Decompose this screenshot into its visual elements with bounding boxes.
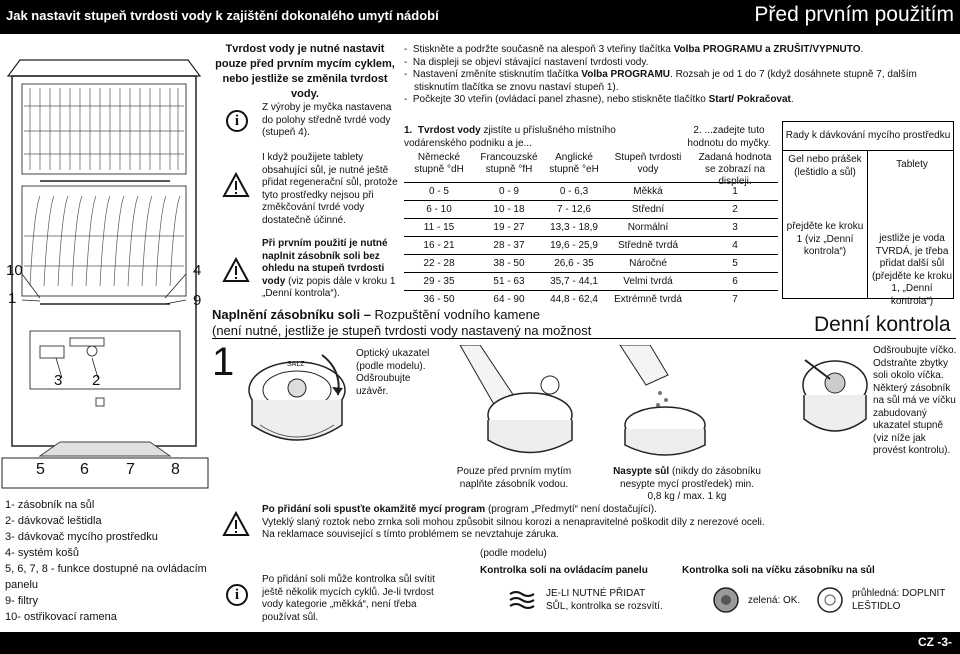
info-icon: i bbox=[226, 110, 248, 132]
intro-text: Tvrdost vody je nutné nastavit pouze před prvním mycím cyklem, nebo jestliže se změnila tvrdost vody. bbox=[215, 43, 395, 100]
dishwasher-figure bbox=[0, 36, 210, 494]
gel-powder-advice: přejděte ke kroku 1 (viz „Denní kontrola“) bbox=[786, 221, 864, 257]
tablets-advice: jestliže je voda TVRDÁ, je třeba přidat další sůl (přejděte ke kroku 1, „Denní kontrola“) bbox=[871, 233, 953, 307]
table-row: 36 - 50 64 - 90 44,8 - 62,4 Extrémně tvrdá 7 bbox=[404, 291, 778, 309]
col-header: Anglické stupně °eH bbox=[549, 152, 599, 175]
factory-setting-note: Z výroby je myčka nastavena do polohy středně tvrdé vody (stupeň 4). bbox=[262, 102, 392, 138]
step2-text: 2. ...zadejte tuto hodnotu do myčky. bbox=[687, 125, 771, 149]
salt-caption: Nasypte sůl (nikdy do zásobníku nesypte mycí prostředek) min. 0,8 kg / max. 1 kg bbox=[613, 466, 761, 502]
setting-step: - Na displeji se objeví stávající nastavení tvrdosti vody. bbox=[404, 56, 649, 68]
hardness-rows bbox=[404, 182, 778, 308]
green-indicator-text: zelená: OK. bbox=[748, 595, 801, 606]
setting-step: - Nastavení změníte stisknutím tlačítka Volba PROGRAMU. Rozsah je od 1 do 7 (když dosáhnete stupně 7, dalším stisknutím tlačítka se znovu nastaví stupeň 1). bbox=[404, 69, 917, 93]
section-title: Před prvním použitím bbox=[754, 3, 954, 26]
header-title: Jak nastavit stupeň tvrdosti vody k zajištění dokonalého umytí nádobí bbox=[6, 8, 439, 23]
warning-icon bbox=[222, 172, 250, 198]
first-use-warning-bold: Při prvním použití je nutné naplnit zásobník soli bez ohledu na stupeň tvrdosti vody bbox=[262, 238, 388, 287]
clear-indicator-text: průhledná: DOPLNIT LEŠTIDLO bbox=[852, 588, 946, 612]
panel-indicator-title: Kontrolka soli na ovládacím panelu bbox=[480, 565, 648, 576]
legend-item: 5, 6, 7, 8 - funkce dostupné na ovládacím panelu bbox=[5, 563, 207, 591]
header-bar bbox=[0, 0, 960, 34]
col-header: Německé stupně °dH bbox=[414, 152, 464, 175]
water-caption: Pouze před prvním mytím naplňte zásobník vodou. bbox=[456, 466, 572, 490]
table-header bbox=[404, 152, 778, 187]
callout-3: 3 bbox=[54, 372, 63, 389]
water-filling-illustration bbox=[440, 345, 600, 468]
panel-function-8: 8 bbox=[171, 461, 180, 478]
legend-item: 4- systém košů bbox=[5, 547, 79, 559]
setting-step: - Stiskněte a podržte současně na alespoň 3 vteřiny tlačítka Volba PROGRAMU a ZRUŠIT/VYPNUTO. bbox=[404, 44, 864, 55]
hardness-table bbox=[404, 152, 778, 308]
callout-9: 9 bbox=[193, 292, 202, 309]
panel-function-7: 7 bbox=[126, 461, 135, 478]
dosage-advice-title: Rady k dávkování mycího prostředku bbox=[782, 121, 954, 151]
salt-cap-check-illustration bbox=[800, 345, 870, 458]
callout-10: 10 bbox=[6, 262, 23, 279]
green-indicator-icon bbox=[712, 586, 740, 619]
section-divider bbox=[212, 338, 956, 339]
dishwasher-drawing bbox=[0, 36, 210, 494]
footer-bar bbox=[0, 632, 960, 654]
callout-1: 1 bbox=[8, 290, 17, 307]
legend-item: 3- dávkovač mycího prostředku bbox=[5, 531, 158, 543]
info-icon: i bbox=[226, 584, 248, 606]
legend-item: 2- dávkovač leštidla bbox=[5, 515, 102, 527]
first-use-warning bbox=[262, 238, 400, 301]
cap-label: SALZ bbox=[287, 361, 305, 368]
salt-light-info: Po přidání soli může kontrolka sůl svítit ještě několik mycích cyklů. Je-li tvrdost vody kategorie „měkká“, není třeba používat sůl. bbox=[262, 574, 435, 623]
callout-4: 4 bbox=[193, 262, 202, 279]
corrosion-warning: Po přidání soli spusťte okamžitě mycí program (program „Předmytí“ není dostačující). Vyteklý slaný roztok nebo zrnka soli mohou způsobit silnou korozi a nenapravitelné poškodit díly z nerezové oceli. Na reklamace související s tímto problémem se nevztahuje záruka. bbox=[262, 504, 765, 540]
salt-filling-illustration bbox=[610, 345, 720, 468]
col-header: Francouzské stupně °fH bbox=[480, 152, 538, 175]
first-use-warning-rest: (viz popis dále v kroku 1 „Denní kontrola“). bbox=[262, 275, 396, 299]
daily-check-title: Denní kontrola bbox=[814, 313, 951, 336]
table-row: 16 - 21 28 - 37 19,6 - 25,9 Středně tvrdá 4 bbox=[404, 237, 778, 255]
clear-indicator-icon bbox=[816, 586, 844, 619]
model-note: (podle modelu) bbox=[480, 548, 547, 559]
callout-2: 2 bbox=[92, 372, 101, 389]
parts-legend bbox=[5, 497, 210, 625]
page-number: CZ -3- bbox=[918, 635, 952, 649]
setting-step: - Počkejte 30 vteřin (ovládací panel zhasne), nebo stiskněte tlačítko Start/ Pokračovat. bbox=[404, 94, 794, 105]
panel-function-6: 6 bbox=[80, 461, 89, 478]
salt-tablet-warning: I když použijete tablety obsahující sůl, je nutné ještě přidat regenerační sůl, protože tyto prostředky nejsou při změkčování tvrdé vody dostatečně účinné. bbox=[262, 152, 398, 226]
tablets-header: Tablety bbox=[896, 159, 928, 170]
dosage-advice-box bbox=[782, 151, 954, 307]
legend-item: 1- zásobník na sůl bbox=[5, 499, 95, 511]
panel-function-5: 5 bbox=[36, 461, 45, 478]
daily-check-note: Odšroubujte víčko. Odstraňte zbytky soli okolo víčka. Některý zásobník na sůl má ve víčku zabudovaný ukazatel stupně (viz níže jak provést kontrolu). bbox=[873, 345, 957, 456]
salt-cap-illustration bbox=[242, 345, 352, 465]
step-number: 1 bbox=[212, 340, 235, 384]
salt-section-subtitle: (není nutné, jestliže je stupeň tvrdosti vody nastavený na možnost bbox=[212, 323, 592, 338]
legend-item: 10- ostřikovací ramena bbox=[5, 611, 117, 623]
salt-section-title: Naplnění zásobníku soli – Rozpuštění vodního kamene bbox=[212, 307, 541, 322]
table-row: 11 - 15 19 - 27 13,3 - 18,9 Normální 3 bbox=[404, 219, 778, 237]
legend-item: 9- filtry bbox=[5, 595, 38, 607]
table-row: 0 - 5 0 - 9 0 - 6,3 Měkká 1 bbox=[404, 183, 778, 201]
col-header: Stupeň tvrdosti vody bbox=[614, 152, 682, 175]
salt-indicator-icon bbox=[506, 588, 536, 617]
step1-text: 1. Tvrdost vody zjistíte u příslušného místního vodárenského podniku a je... bbox=[404, 125, 616, 149]
panel-indicator-text: JE-LI NUTNÉ PŘIDAT SŮL, kontrolka se rozsvítí. bbox=[546, 588, 663, 612]
indicator-text: Optický ukazatel (podle modelu). Odšroubujte uzávěr. bbox=[356, 348, 430, 397]
setting-steps bbox=[404, 44, 956, 107]
warning-icon bbox=[222, 257, 250, 283]
cap-indicator-title: Kontrolka soli na víčku zásobníku na sůl bbox=[682, 565, 875, 576]
gel-powder-header: Gel nebo prášek (leštidlo a sůl) bbox=[788, 154, 862, 178]
table-row: 22 - 28 38 - 50 26,6 - 35 Náročné 5 bbox=[404, 255, 778, 273]
warning-icon bbox=[222, 511, 250, 537]
table-row: 6 - 10 10 - 18 7 - 12,6 Střední 2 bbox=[404, 201, 778, 219]
table-row: 29 - 35 51 - 63 35,7 - 44,1 Velmi tvrdá 6 bbox=[404, 273, 778, 291]
col-header: Zadaná hodnota se zobrazí na displeji. bbox=[698, 152, 772, 187]
